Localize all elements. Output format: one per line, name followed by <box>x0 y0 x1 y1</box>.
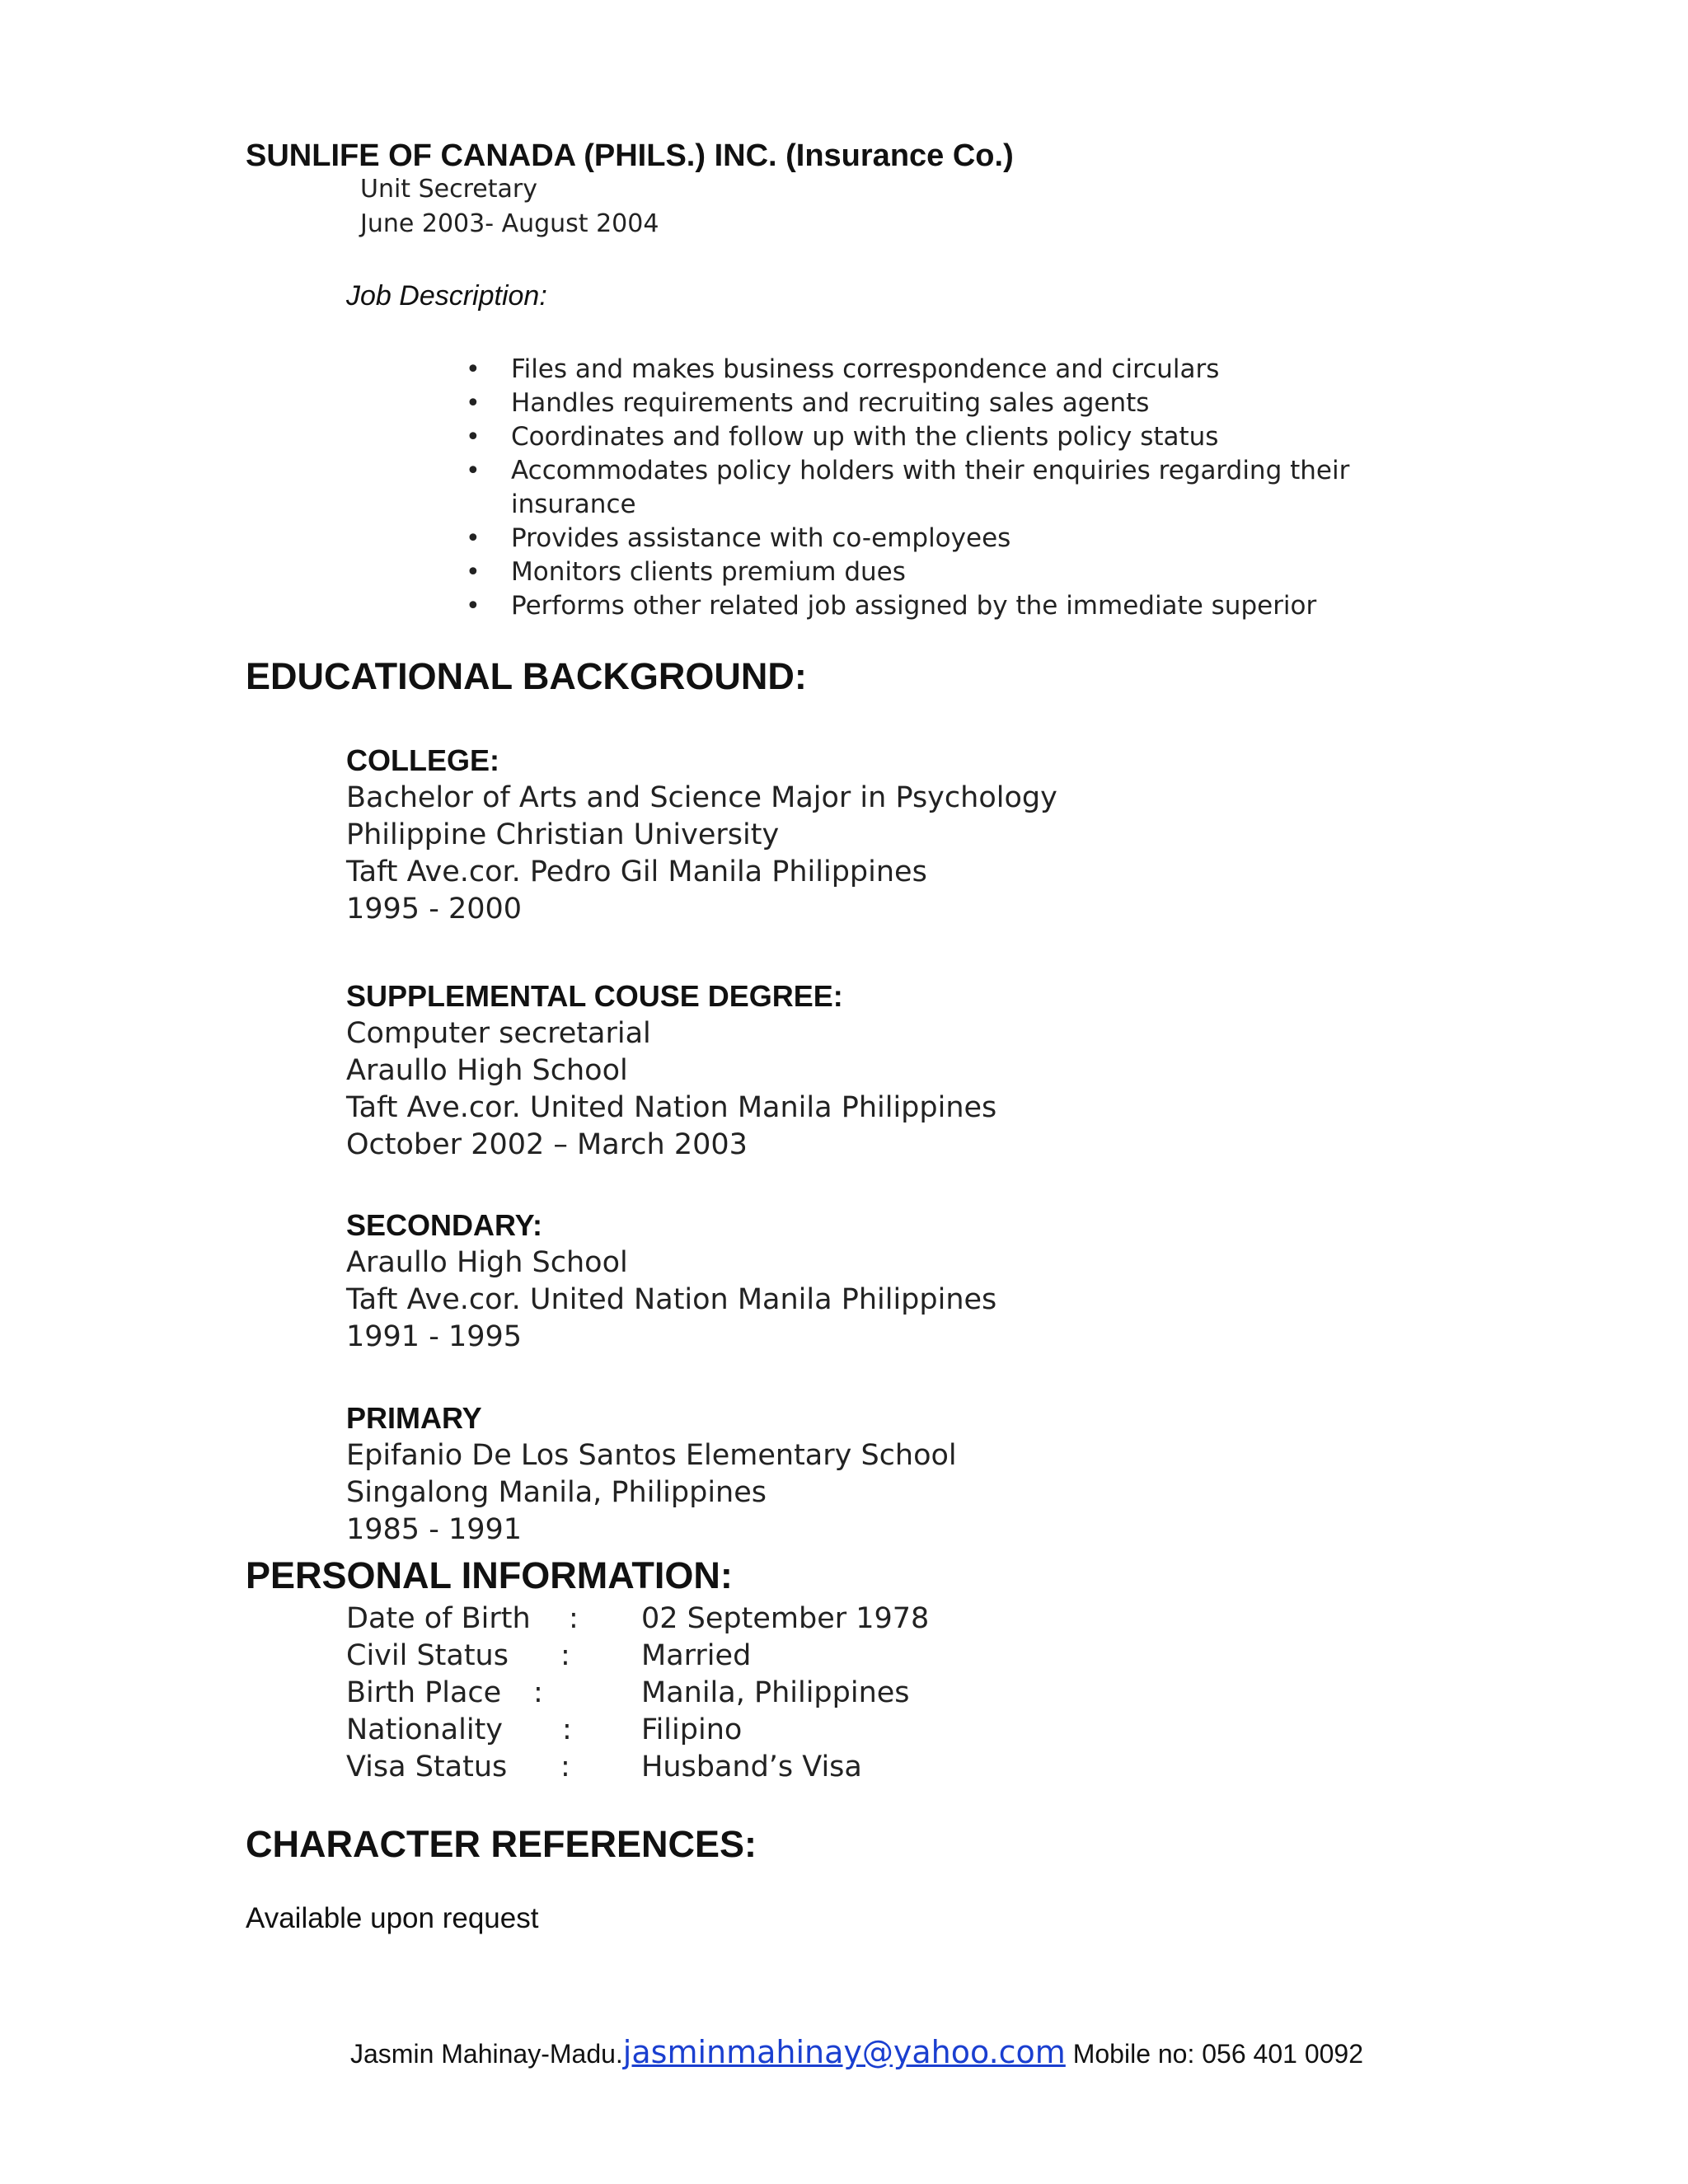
pi-label-dob: Date of Birth <box>346 1602 531 1635</box>
duties-list <box>0 353 1688 623</box>
college-label: COLLEGE: <box>346 743 499 777</box>
bullet-icon: • <box>466 592 481 621</box>
pi-value-visa-status: Husband’s Visa <box>641 1750 862 1783</box>
pi-label-visa-status: Visa Status <box>346 1750 508 1783</box>
pi-label-civil-status: Civil Status <box>346 1639 509 1672</box>
primary-address: Singalong Manila, Philippines <box>346 1476 767 1509</box>
pi-label-nationality: Nationality <box>346 1713 504 1746</box>
college-degree: Bachelor of Arts and Science Major in Psychology <box>346 781 1057 814</box>
secondary-label: SECONDARY: <box>346 1208 543 1242</box>
pi-colon: : <box>560 1750 570 1783</box>
job-position: Unit Secretary <box>360 175 537 204</box>
references-heading: CHARACTER REFERENCES: <box>246 1823 757 1865</box>
list-item: • Monitors clients premium dues <box>0 555 1385 589</box>
list-item: • Files and makes business correspondence and circulars <box>0 353 1385 387</box>
primary-school: Epifanio De Los Santos Elementary School <box>346 1439 957 1472</box>
job-period: June 2003- August 2004 <box>360 209 659 238</box>
list-item-continuation: insurance <box>511 490 636 519</box>
pi-value-nationality: Filipino <box>641 1713 743 1746</box>
supplemental-school: Araullo High School <box>346 1054 628 1087</box>
job-description-label: Job Description: <box>346 280 547 312</box>
list-item: • Coordinates and follow up with the clients policy status <box>0 420 1385 454</box>
supplemental-label: SUPPLEMENTAL COUSE DEGREE: <box>346 979 843 1013</box>
college-school: Philippine Christian University <box>346 818 780 851</box>
pi-colon: : <box>533 1676 543 1709</box>
bullet-icon: • <box>466 558 481 587</box>
personal-heading: PERSONAL INFORMATION: <box>246 1554 733 1596</box>
list-item: • Performs other related job assigned by the immediate superior <box>0 589 1385 623</box>
primary-label: PRIMARY <box>346 1401 482 1435</box>
pi-value-birth-place: Manila, Philippines <box>641 1676 910 1709</box>
bullet-icon: • <box>466 457 481 485</box>
pi-value-dob: 02 September 1978 <box>641 1602 930 1635</box>
education-heading: EDUCATIONAL BACKGROUND: <box>246 655 807 697</box>
bullet-icon: • <box>466 355 481 384</box>
list-item: • Handles requirements and recruiting sales agents <box>0 387 1385 420</box>
pi-colon: : <box>560 1639 570 1672</box>
bullet-icon: • <box>466 423 481 452</box>
bullet-icon: • <box>466 524 481 553</box>
supplemental-period: October 2002 – March 2003 <box>346 1128 748 1161</box>
footer-name: Jasmin Mahinay-Madu. <box>350 2039 623 2069</box>
company-name: SUNLIFE OF CANADA (PHILS.) INC. (Insurance Co.) <box>246 138 1014 173</box>
pi-label-birth-place: Birth Place <box>346 1676 502 1709</box>
footer-mobile: Mobile no: 056 401 0092 <box>1065 2039 1363 2069</box>
supplemental-course: Computer secretarial <box>346 1017 651 1050</box>
supplemental-address: Taft Ave.cor. United Nation Manila Philippines <box>346 1091 997 1124</box>
list-item: • Accommodates policy holders with their enquiries regarding their <box>0 454 1385 488</box>
pi-colon: : <box>569 1602 579 1635</box>
pi-colon: : <box>562 1713 572 1746</box>
footer <box>350 2034 1363 2070</box>
footer-email-link[interactable]: jasminmahinay@yahoo.com <box>622 2034 1066 2070</box>
college-years: 1995 - 2000 <box>346 893 523 926</box>
secondary-years: 1991 - 1995 <box>346 1320 523 1353</box>
pi-value-civil-status: Married <box>641 1639 752 1672</box>
college-address: Taft Ave.cor. Pedro Gil Manila Philippines <box>346 855 927 888</box>
secondary-address: Taft Ave.cor. United Nation Manila Philippines <box>346 1283 997 1316</box>
primary-years: 1985 - 1991 <box>346 1513 523 1546</box>
list-item: • Provides assistance with co-employees <box>0 522 1385 555</box>
references-text: Available upon request <box>246 1902 539 1934</box>
secondary-school: Araullo High School <box>346 1246 628 1279</box>
bullet-icon: • <box>466 389 481 418</box>
